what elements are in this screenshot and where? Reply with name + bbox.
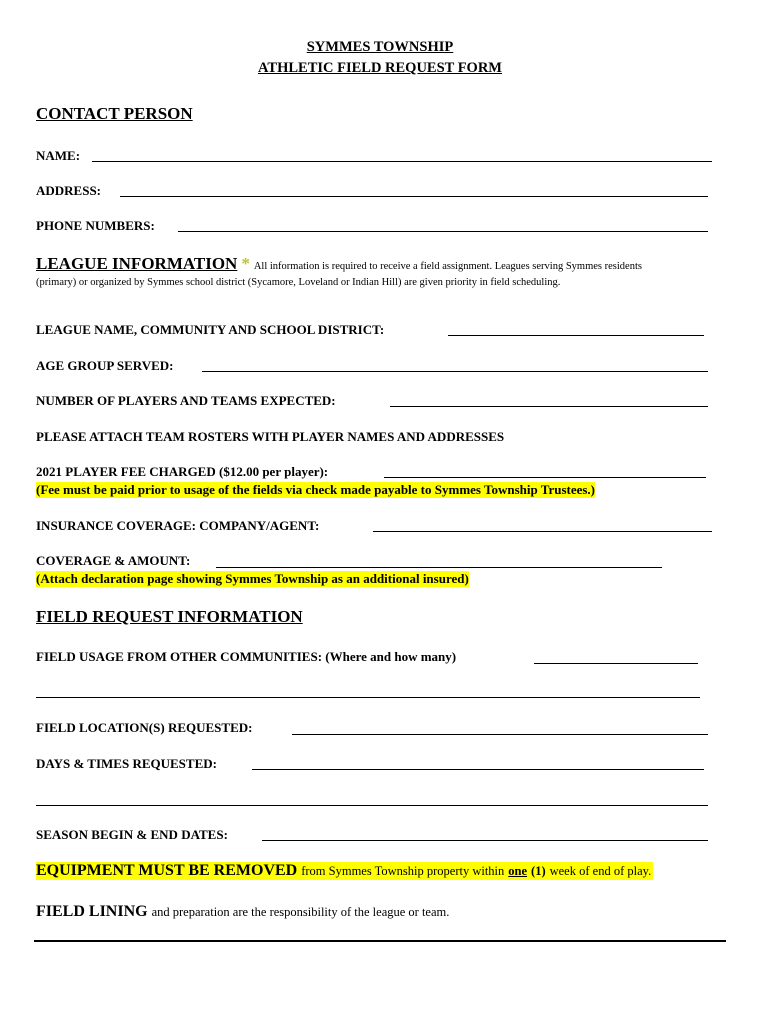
insurance-field-line[interactable] xyxy=(373,531,712,532)
players-teams-field-line[interactable] xyxy=(390,406,708,407)
equipment-notice xyxy=(36,862,653,880)
player-fee-field-line[interactable] xyxy=(384,477,706,478)
field-request-heading: FIELD REQUEST INFORMATION xyxy=(36,607,303,626)
age-group-label: AGE GROUP SERVED: xyxy=(36,358,174,373)
coverage-amount-label: COVERAGE & AMOUNT: xyxy=(36,553,191,568)
season-dates-field-line[interactable] xyxy=(262,840,708,841)
coverage-declaration-note: (Attach declaration page showing Symmes Township as an additional insured) xyxy=(36,571,469,586)
player-fee-label: 2021 PLAYER FEE CHARGED ($12.00 per player): xyxy=(36,464,329,479)
age-group-field-line[interactable] xyxy=(202,371,708,372)
league-name-field-line[interactable] xyxy=(448,335,704,336)
league-info-heading-row xyxy=(36,254,642,274)
days-times-field-line[interactable] xyxy=(252,769,704,770)
equipment-notice-one: one xyxy=(508,864,528,878)
field-lining-text: and preparation are the responsibility of the league or team. xyxy=(151,905,450,919)
league-info-heading: LEAGUE INFORMATION xyxy=(36,254,238,273)
league-info-note-line2: (primary) or organized by Symmes school district (Sycamore, Loveland or Indian Hill) are given priority in field scheduling. xyxy=(36,277,561,288)
coverage-amount-field-line[interactable] xyxy=(216,567,662,568)
equipment-notice-count: (1) xyxy=(531,864,546,878)
equipment-notice-text-c: week of end of play. xyxy=(549,864,652,878)
field-locations-label: FIELD LOCATION(S) REQUESTED: xyxy=(36,720,253,735)
fee-payment-note: (Fee must be paid prior to usage of the fields via check made payable to Symmes Township Trustees.) xyxy=(36,482,596,497)
field-lining-bold: FIELD LINING xyxy=(36,903,148,920)
days-times-extra-line[interactable] xyxy=(36,805,708,806)
required-star: * xyxy=(241,254,250,273)
phone-numbers-field-line[interactable] xyxy=(178,231,708,232)
field-lining-notice xyxy=(36,903,449,921)
season-dates-label: SEASON BEGIN & END DATES: xyxy=(36,827,228,842)
field-usage-field-line[interactable] xyxy=(534,663,698,664)
form-title-line2: ATHLETIC FIELD REQUEST FORM xyxy=(258,60,502,76)
field-locations-field-line[interactable] xyxy=(292,734,708,735)
insurance-label: INSURANCE COVERAGE: COMPANY/AGENT: xyxy=(36,518,320,533)
name-field-line[interactable] xyxy=(92,161,712,162)
league-info-note-line1: All information is required to receive a field assignment. Leagues serving Symmes residents xyxy=(253,261,642,272)
field-usage-label: FIELD USAGE FROM OTHER COMMUNITIES: (Where and how many) xyxy=(36,649,457,664)
address-field-line[interactable] xyxy=(120,196,708,197)
name-label: NAME: xyxy=(36,148,81,163)
days-times-label: DAYS & TIMES REQUESTED: xyxy=(36,756,217,771)
equipment-notice-text-a: from Symmes Township property within xyxy=(301,864,505,878)
phone-numbers-label: PHONE NUMBERS: xyxy=(36,218,155,233)
field-usage-extra-line[interactable] xyxy=(36,697,700,698)
players-teams-label: NUMBER OF PLAYERS AND TEAMS EXPECTED: xyxy=(36,393,336,408)
equipment-notice-bold: EQUIPMENT MUST BE REMOVED xyxy=(36,862,298,879)
rosters-note: PLEASE ATTACH TEAM ROSTERS WITH PLAYER NAMES AND ADDRESSES xyxy=(36,429,505,444)
form-title-line1: SYMMES TOWNSHIP xyxy=(306,39,454,55)
address-label: ADDRESS: xyxy=(36,183,102,198)
contact-person-heading: CONTACT PERSON xyxy=(36,104,193,123)
league-name-label: LEAGUE NAME, COMMUNITY AND SCHOOL DISTRICT: xyxy=(36,322,385,337)
bottom-rule xyxy=(34,940,726,942)
